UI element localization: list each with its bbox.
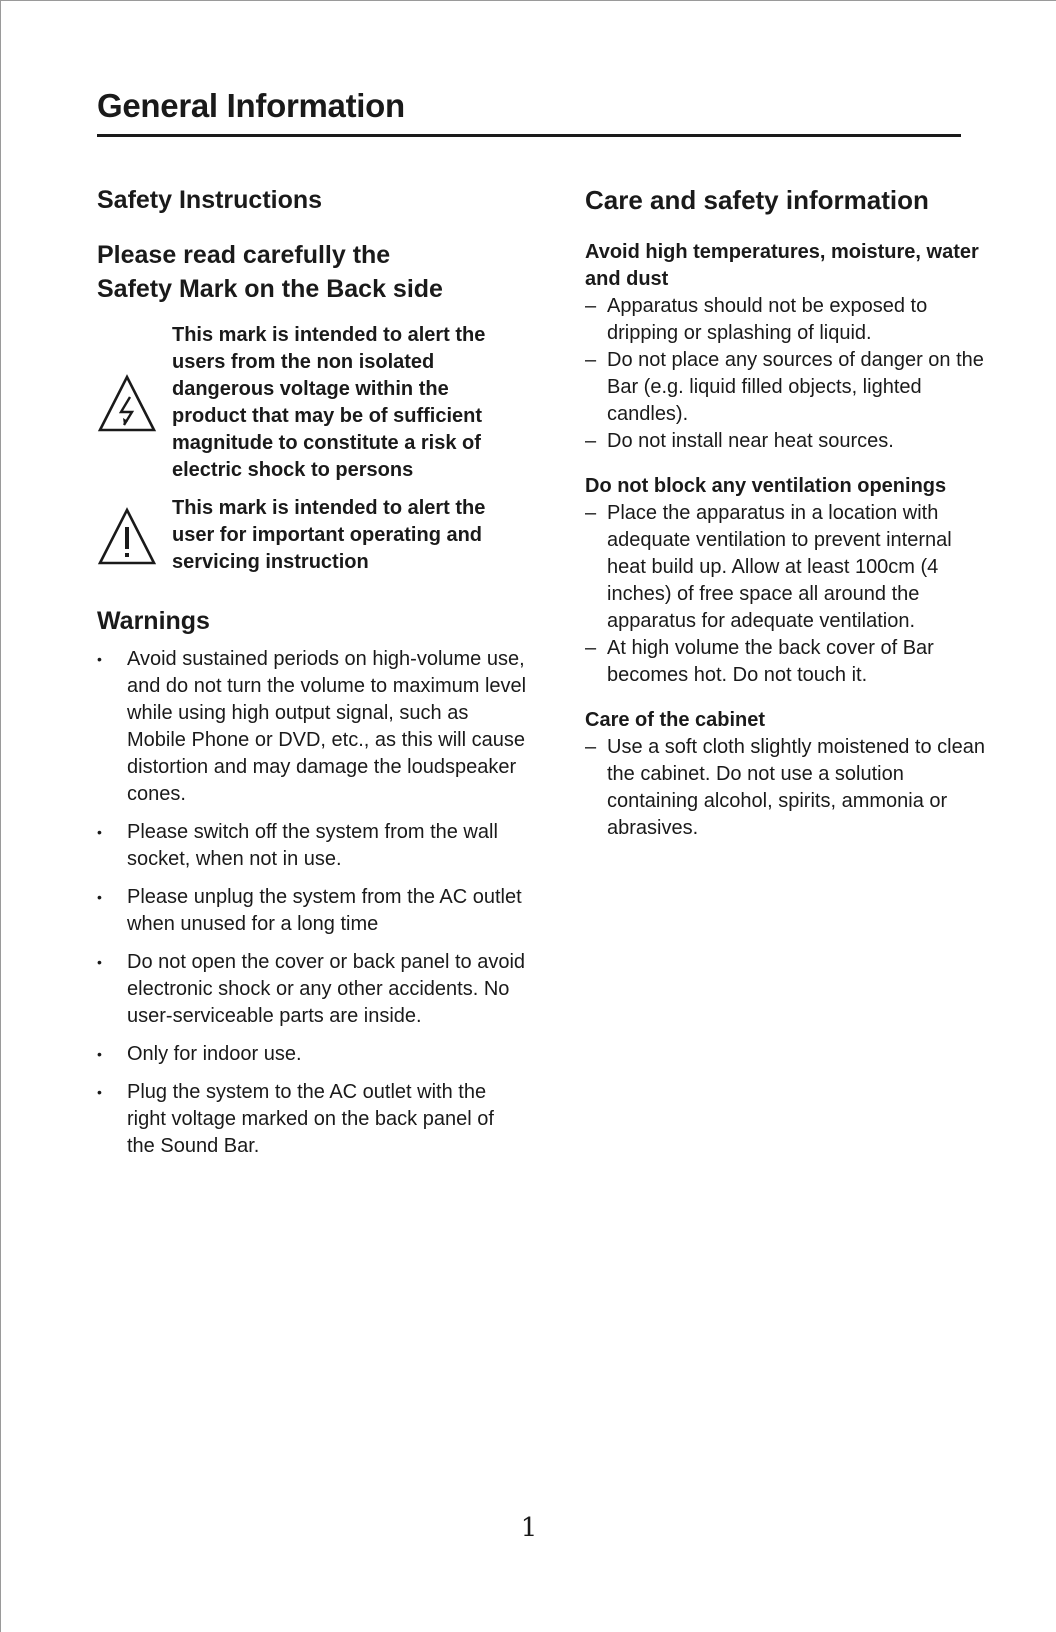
exclamation-mark-text: This mark is intended to alert the user for important operating and servicing instruction: [172, 497, 486, 573]
bullet-icon: •: [97, 824, 102, 840]
section-heading-ventilation: Do not block any ventilation openings: [585, 475, 947, 497]
care-item: [585, 428, 985, 455]
warning-item-text: Avoid sustained periods on high-volume use, and do not turn the volume to maximum level while using high output signal, such as Mobile Phone or DVD, etc., as this will cause distortion and may damage the loudspeaker cones.: [127, 648, 527, 805]
warning-item-text: Please unplug the system from the AC outlet when unused for a long time: [127, 886, 522, 935]
dash-icon: –: [585, 349, 597, 371]
care-safety-heading: Care and safety information: [585, 185, 929, 215]
warning-item: [97, 819, 527, 873]
care-item-text: Place the apparatus in a location with adequate ventilation to prevent internal heat build up. Allow at least 100cm (4 inches) of free space all around the apparatus for adequate ventilation.: [607, 502, 952, 632]
temperatures-list: [585, 293, 985, 455]
dash-icon: –: [585, 502, 597, 524]
section-heading-temperatures: Avoid high temperatures, moisture, water and dust: [585, 241, 979, 290]
exclamation-warning-icon: [97, 505, 157, 567]
bullet-icon: •: [97, 889, 102, 905]
care-item-text: Use a soft cloth slightly moistened to clean the cabinet. Do not use a solution containing alcohol, spirits, ammonia or abrasives.: [607, 736, 985, 839]
care-item: [585, 347, 985, 428]
left-column: [97, 183, 527, 1171]
care-item-text: Do not place any sources of danger on the Bar (e.g. liquid filled objects, lighted candles).: [607, 349, 984, 425]
lightning-mark-block: [97, 322, 527, 484]
lightning-mark-text: This mark is intended to alert the users from the non isolated dangerous voltage within the product that may be of sufficient magnitude to constitute a risk of electric shock to persons: [172, 324, 486, 481]
safety-mark-subheading-line1: Please read carefully the: [97, 241, 391, 269]
warning-item: [97, 1041, 527, 1068]
warnings-list: [97, 646, 527, 1160]
page-number: 1: [520, 1513, 538, 1543]
dash-icon: –: [585, 295, 597, 317]
care-item: [585, 500, 985, 635]
care-item: [585, 734, 985, 842]
safety-instructions-heading: Safety Instructions: [97, 186, 323, 214]
bullet-icon: •: [97, 651, 102, 667]
warning-item: [97, 1079, 527, 1160]
page-title: General Information: [97, 87, 405, 124]
care-item-text: Do not install near heat sources.: [607, 430, 894, 452]
care-item: [585, 293, 985, 347]
dash-icon: –: [585, 736, 597, 758]
title-divider: [97, 134, 961, 137]
cabinet-list: [585, 734, 985, 842]
bullet-icon: •: [97, 954, 102, 970]
section-heading-cabinet: Care of the cabinet: [585, 709, 766, 731]
safety-mark-subheading: [97, 238, 527, 306]
right-column: [585, 183, 985, 842]
care-item: [585, 635, 985, 689]
care-item-text: Apparatus should not be exposed to dripping or splashing of liquid.: [607, 295, 928, 344]
exclamation-mark-block: [97, 495, 527, 576]
lightning-warning-icon: [97, 372, 157, 434]
warning-item: [97, 949, 527, 1030]
dash-icon: –: [585, 430, 597, 452]
warnings-heading: Warnings: [97, 607, 210, 635]
care-item-text: At high volume the back cover of Bar becomes hot. Do not touch it.: [607, 637, 934, 686]
dash-icon: –: [585, 637, 597, 659]
warning-item-text: Please switch off the system from the wall socket, when not in use.: [127, 821, 498, 870]
warning-item: [97, 646, 527, 808]
safety-mark-subheading-line2: Safety Mark on the Back side: [97, 275, 443, 303]
bullet-icon: •: [97, 1084, 102, 1100]
warning-item-text: Plug the system to the AC outlet with the right voltage marked on the back panel of the Sound Bar.: [127, 1081, 494, 1157]
warning-item: [97, 884, 527, 938]
ventilation-list: [585, 500, 985, 689]
warning-item-text: Only for indoor use.: [127, 1043, 302, 1065]
warning-item-text: Do not open the cover or back panel to avoid electronic shock or any other accidents. No user-serviceable parts are inside.: [127, 951, 526, 1027]
bullet-icon: •: [97, 1046, 102, 1062]
